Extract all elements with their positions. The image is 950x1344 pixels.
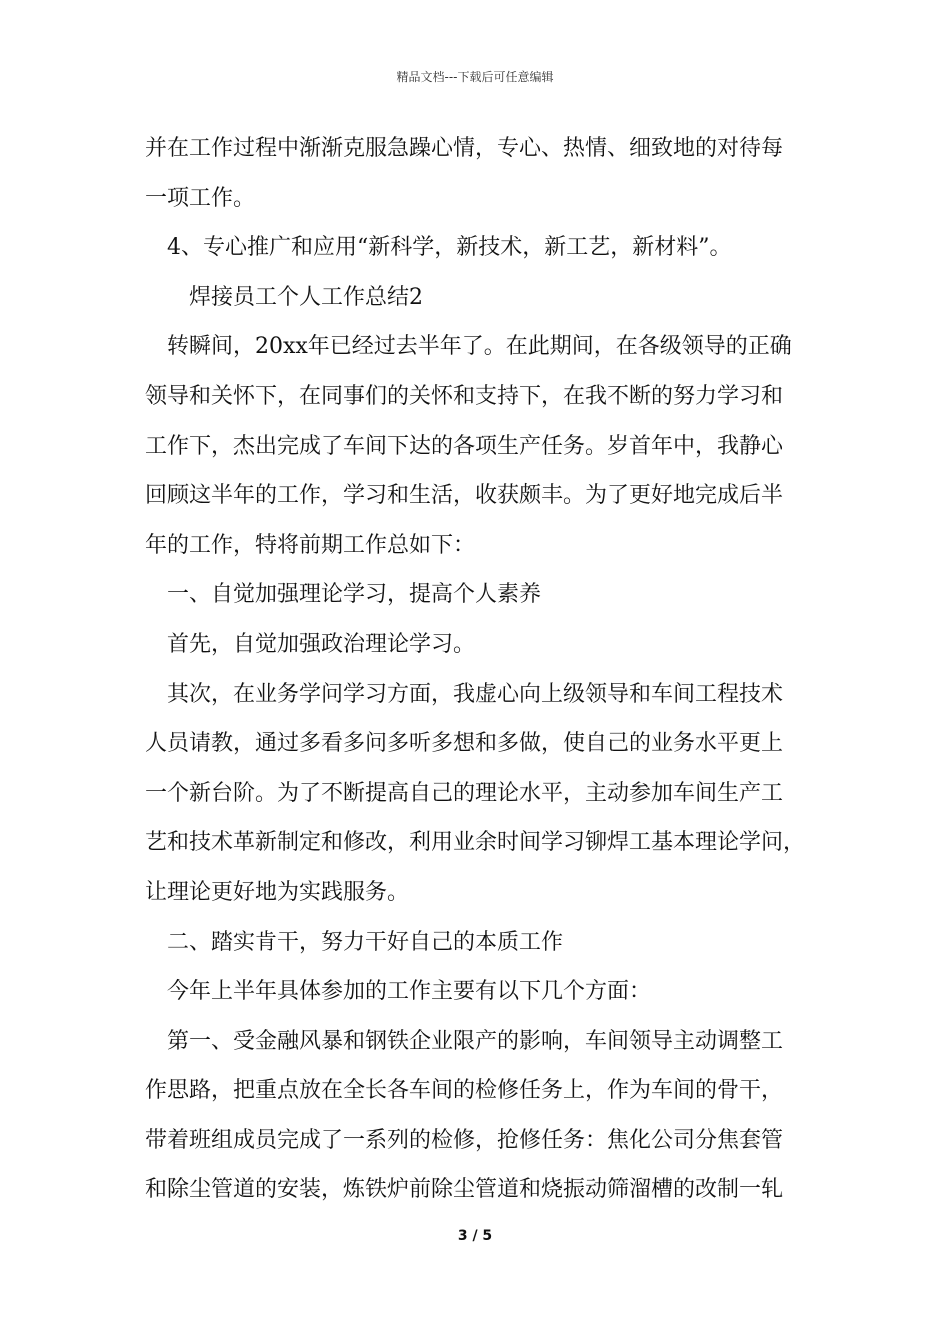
text-line: 艺和技术革新制定和修改，利用业余时间学习铆焊工基本理论学问， [145, 830, 806, 856]
text-line: 让理论更好地为实践服务。 [145, 879, 410, 905]
text-line: 一、自觉加强理论学习，提高个人素养 [167, 582, 542, 608]
text-line: 一个新台阶。为了不断提高自己的理论水平，主动参加车间生产工 [145, 780, 784, 806]
text-line: 回顾这半年的工作，学习和生活，收获颇丰。为了更好地完成后半 [145, 483, 784, 509]
text-line: 二、踏实肯干，努力干好自己的本质工作 [167, 929, 564, 955]
text-line: 人员请教，通过多看多问多听多想和多做，使自己的业务水平更上 [145, 731, 784, 757]
text-line: 4、专心推广和应用“新科学，新技术，新工艺，新材料”。 [167, 235, 732, 261]
text-line: 并在工作过程中渐渐克服急躁心情，专心、热情、细致地的对待每 [145, 136, 784, 161]
text-line: 和除尘管道的安装，炼铁炉前除尘管道和烧振动筛溜槽的改制一轧 [145, 1177, 784, 1203]
text-line: 首先，自觉加强政治理论学习。 [167, 631, 476, 657]
text-line: 焊接员工个人工作总结2 [189, 284, 423, 310]
text-line: 领导和关怀下，在同事们的关怀和支持下，在我不断的努力学习和 [145, 383, 784, 409]
text-line: 带着班组成员完成了一系列的检修，抢修任务：焦化公司分焦套管 [145, 1127, 784, 1153]
document-body [145, 129, 825, 1220]
page-number: 3 / 5 [457, 1228, 493, 1244]
page-header: 精品文档---下载后可任意编辑 [396, 70, 554, 84]
text-line: 今年上半年具体参加的工作主要有以下几个方面： [167, 979, 652, 1005]
text-line: 其次，在业务学问学习方面，我虚心向上级领导和车间工程技术 [167, 681, 784, 707]
text-line: 第一、受金融风暴和钢铁企业限产的影响，车间领导主动调整工 [167, 1028, 784, 1054]
text-line: 工作下，杰出完成了车间下达的各项生产任务。岁首年中，我静心 [145, 433, 784, 459]
text-line: 年的工作，特将前期工作总如下： [145, 532, 476, 558]
text-line: 一项工作。 [145, 185, 256, 211]
text-line: 作思路，把重点放在全长各车间的检修任务上，作为车间的骨干， [145, 1078, 784, 1104]
text-line: 转瞬间，20xx年已经过去半年了。在此期间，在各级领导的正确 [167, 334, 792, 360]
